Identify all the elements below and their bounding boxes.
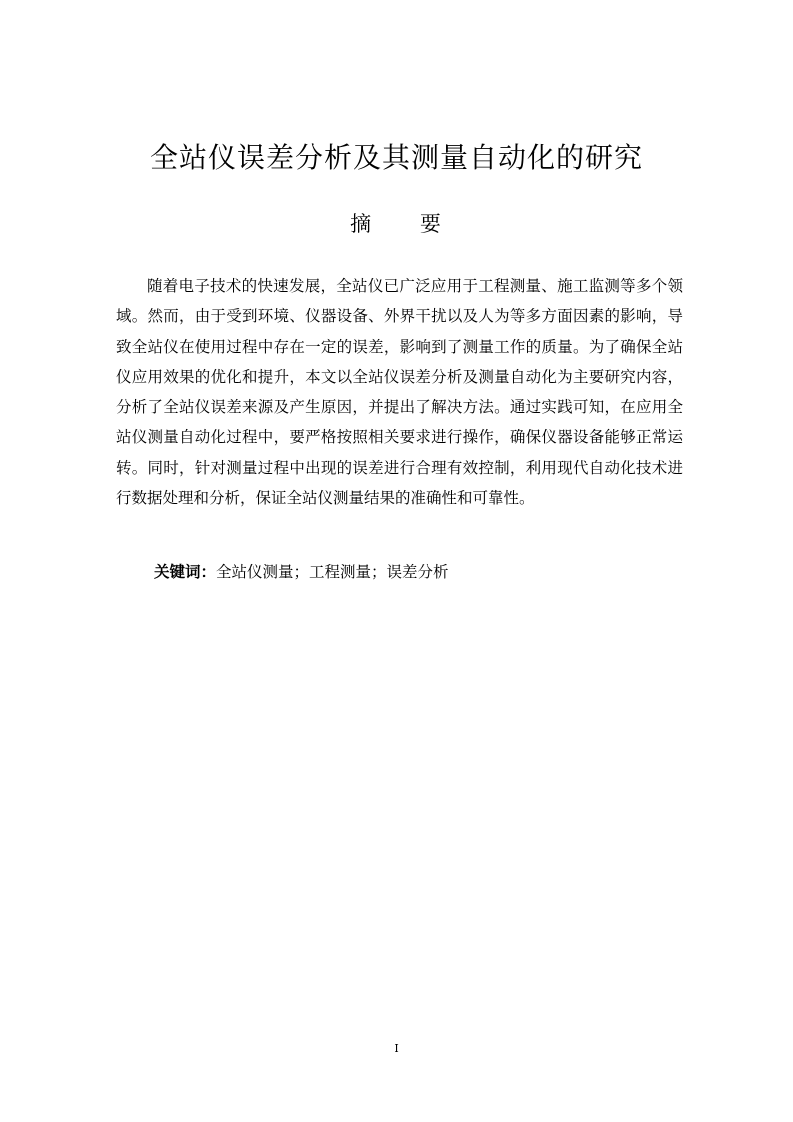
keywords-label: 关键词： bbox=[154, 563, 217, 581]
paper-title: 全站仪误差分析及其测量自动化的研究 bbox=[149, 141, 643, 174]
abstract-heading: 摘 要 bbox=[350, 212, 453, 236]
abstract-body: 随着电子技术的快速发展，全站仪已广泛应用于工程测量、施工监测等多个领域。然而，由于受到环境、仪器设备、外界干扰以及人为等多方面因素的影响，导致全站仪在使用过程中存在一定的误差，影响到了测量工作的质量。为了确保全站仪应用效果的优化和提升，本文以全站仪误差分析及测量自动化为主要研究内容，分析了全站仪误差来源及产生原因，并提出了解决方法。通过实践可知，在应用全站仪测量自动化过程中，要严格按照相关要求进行操作，确保仪器设备能够正常运转。同时，针对测量过程中出现的误差进行合理有效控制，利用现代自动化技术进行数据处理和分析，保证全站仪测量结果的准确性和可靠性。 bbox=[116, 277, 683, 508]
page-number: I bbox=[394, 1042, 399, 1055]
keywords-text: 全站仪测量；工程测量；误差分析 bbox=[216, 563, 449, 581]
keywords-line bbox=[154, 557, 449, 587]
